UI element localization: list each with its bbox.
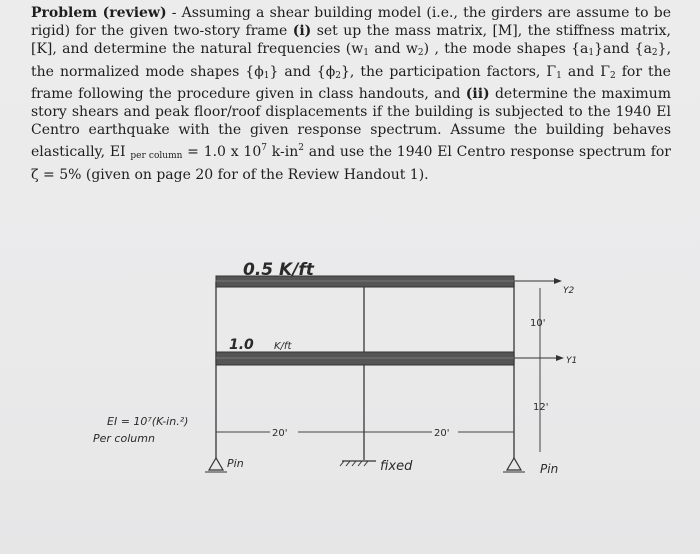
- left-support-label: Pin: [227, 457, 244, 470]
- span-right-label: 20': [434, 428, 450, 439]
- middle-support-label: fixed: [380, 459, 413, 474]
- roof-load-label: 0.5 K/ft: [243, 260, 314, 280]
- fixed-hatch-2: [346, 461, 350, 466]
- story-lower-height: 12': [533, 402, 549, 413]
- problem-statement: Problem (review) - Assuming a shear building model (i.e., the girders are assume to be rigid) for the given two-story frame (i) set up the mass matrix, [M], the stiffness matrix, [K], and determine the natural frequencies ($w_1$ and $w_2$) , the mode shapes $\{a_1\}and$ $\{a_2\}$, the normalized mode shapes $\{\phi_1\}$ and $\{\phi_2\}$, the participation factors, $\Gamma_1$ and $\Gamma_2$ for the frame following the procedure given in class handouts, and (ii) determine the maximum story shears and peak floor/roof displacements if the building is subjected to the 1940 El Centro earthquake with the given response spectrum. Assume the building behaves elastically, EI $_{per column}$ = 1.0 x $10^7$ $k-in^2$ and use the 1940 El Centro response spectrum for ζ = 5% (given on page 20 for of the Review Handout 1).: [31, 5, 672, 183]
- per-column-label: Per column: [93, 432, 155, 445]
- fixed-hatch-5: [364, 461, 368, 466]
- fixed-hatch-4: [358, 461, 362, 466]
- y2-arrowhead: [554, 278, 562, 284]
- ei-label: EI = 10⁷(K-in.²): [107, 415, 189, 428]
- floor-load-value: 1.0: [229, 337, 254, 353]
- span-left-label: 20': [272, 428, 288, 439]
- y1-label: Y1: [566, 356, 578, 366]
- problem-label: Problem (review): [31, 5, 167, 21]
- fixed-hatch-1: [340, 461, 344, 466]
- story-upper-height: 10': [530, 318, 546, 329]
- right-pin-support-icon: [507, 458, 521, 470]
- left-pin-support-icon: [209, 458, 223, 470]
- y2-label: Y2: [563, 286, 575, 296]
- right-support-label: Pin: [540, 462, 559, 476]
- fixed-hatch-3: [352, 461, 356, 466]
- floor-load-unit: K/ft: [274, 341, 292, 352]
- y1-arrowhead: [556, 355, 564, 361]
